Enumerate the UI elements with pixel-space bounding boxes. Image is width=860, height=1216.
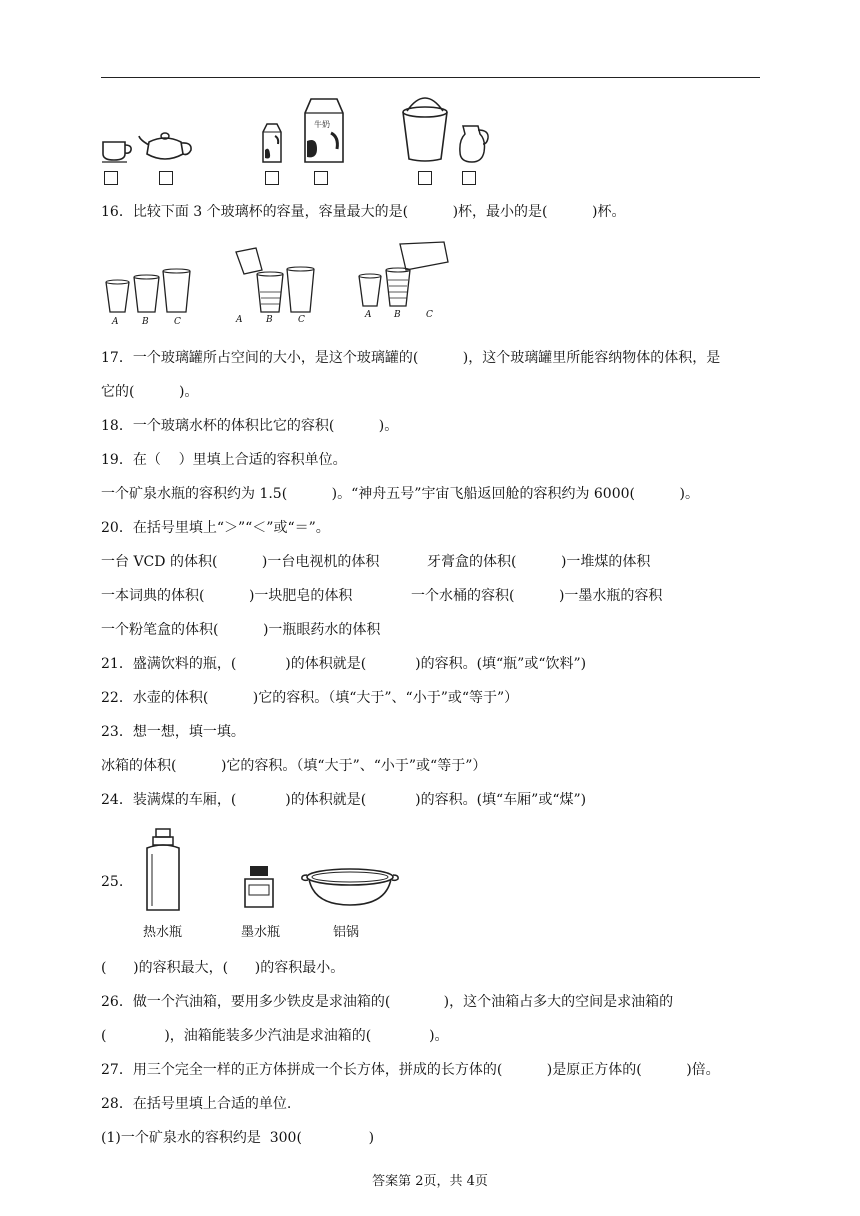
- question-20-row2b: 一个水桶的容积( )一墨水瓶的容积: [411, 588, 663, 604]
- question-19-line: 一个矿泉水瓶的容积约为 1.5( )。“神舟五号”宇宙飞船返回舱的容积约为 6000( )。: [101, 486, 699, 502]
- teapot-icon: [138, 128, 194, 164]
- question-24: 24．装满煤的车厢，( )的体积就是( )的容积。(填“车厢”或“煤”): [101, 792, 587, 808]
- pitcher-icon: [458, 122, 490, 164]
- question-23: 23．想一想，填一填。: [101, 724, 245, 740]
- answer-box-3[interactable]: [265, 171, 279, 185]
- answer-box-6[interactable]: [462, 171, 476, 185]
- glass-label-c: C: [174, 317, 181, 327]
- question-21: 21．盛满饮料的瓶，( )的体积就是( )的容积。(填“瓶”或“饮料”): [101, 656, 587, 672]
- glass-label-a: A: [112, 317, 119, 327]
- question-20-row2a: 一本词典的体积( )一块肥皂的体积: [101, 588, 353, 604]
- glass-label-b: B: [394, 310, 401, 320]
- glass-label-b: B: [142, 317, 149, 327]
- question-26: 26．做一个汽油箱，要用多少铁皮是求油箱的( )，这个油箱占多大的空间是求油箱的: [101, 994, 674, 1010]
- thermos-icon: [144, 828, 182, 914]
- glass-group-1-icon: [105, 268, 195, 314]
- question-17-cont: 它的( )。: [101, 384, 199, 400]
- question-20-row1b: 牙膏盒的体积( )一堆煤的体积: [427, 554, 651, 570]
- question-26-cont: ( )，油箱能装多少汽油是求油箱的( )。: [101, 1028, 449, 1044]
- question-17: 17．一个玻璃罐所占空间的大小，是这个玻璃罐的( )，这个玻璃罐里所能容纳物体的体积，是: [101, 350, 721, 366]
- ink-bottle-caption: 墨水瓶: [241, 925, 281, 940]
- header-rule: [101, 77, 760, 78]
- page-footer: 答案第 2页，共 4页: [372, 1174, 488, 1189]
- question-20-row3: 一个粉笔盒的体积( )一瓶眼药水的体积: [101, 622, 381, 638]
- svg-text:牛奶: 牛奶: [314, 120, 330, 129]
- glass-label-c: C: [426, 310, 433, 320]
- ink-bottle-icon: [242, 865, 276, 909]
- question-25-line: ( )的容积最大，( )的容积最小。: [101, 960, 345, 976]
- answer-box-1[interactable]: [104, 171, 118, 185]
- glass-label-a: A: [236, 315, 243, 325]
- glass-label-b: B: [266, 315, 273, 325]
- thermos-caption: 热水瓶: [143, 925, 183, 940]
- question-25-number: 25.: [101, 874, 124, 890]
- answer-box-4[interactable]: [314, 171, 328, 185]
- bucket-icon: [401, 91, 449, 164]
- question-22: 22．水壶的体积( )它的容积。（填“大于”、“小于”或“等于”）: [101, 690, 519, 706]
- glass-label-c: C: [298, 315, 305, 325]
- answer-box-5[interactable]: [418, 171, 432, 185]
- question-28: 28．在括号里填上合适的单位.: [101, 1096, 292, 1112]
- question-27: 27．用三个完全一样的正方体拼成一个长方体，拼成的长方体的( )是原正方体的( )倍。: [101, 1062, 720, 1078]
- question-23-line: 冰箱的体积( )它的容积。（填“大于”、“小于”或“等于”）: [101, 758, 487, 774]
- answer-box-2[interactable]: [159, 171, 173, 185]
- question-20-row1a: 一台 VCD 的体积( )一台电视机的体积: [101, 554, 380, 570]
- small-milk-carton-icon: [261, 120, 283, 164]
- glass-group-3-icon: [358, 240, 450, 308]
- large-milk-carton-icon: [303, 97, 345, 164]
- pot-caption: 铝锅: [333, 925, 360, 940]
- question-20: 20．在括号里填上“＞”“＜”或“＝”。: [101, 520, 330, 536]
- question-28-1: (1)一个矿泉水的容积约是 300( ): [101, 1130, 375, 1146]
- teacup-icon: [101, 138, 133, 164]
- glass-group-2-icon: [232, 246, 322, 314]
- aluminum-pot-icon: [300, 865, 400, 911]
- question-18: 18．一个玻璃水杯的体积比它的容积( )。: [101, 418, 399, 434]
- question-19: 19．在（ ）里填上合适的容积单位。: [101, 452, 347, 468]
- glass-label-a: A: [365, 310, 372, 320]
- question-16: 16．比较下面 3 个玻璃杯的容量，容量最大的是( )杯，最小的是( )杯。: [101, 204, 626, 220]
